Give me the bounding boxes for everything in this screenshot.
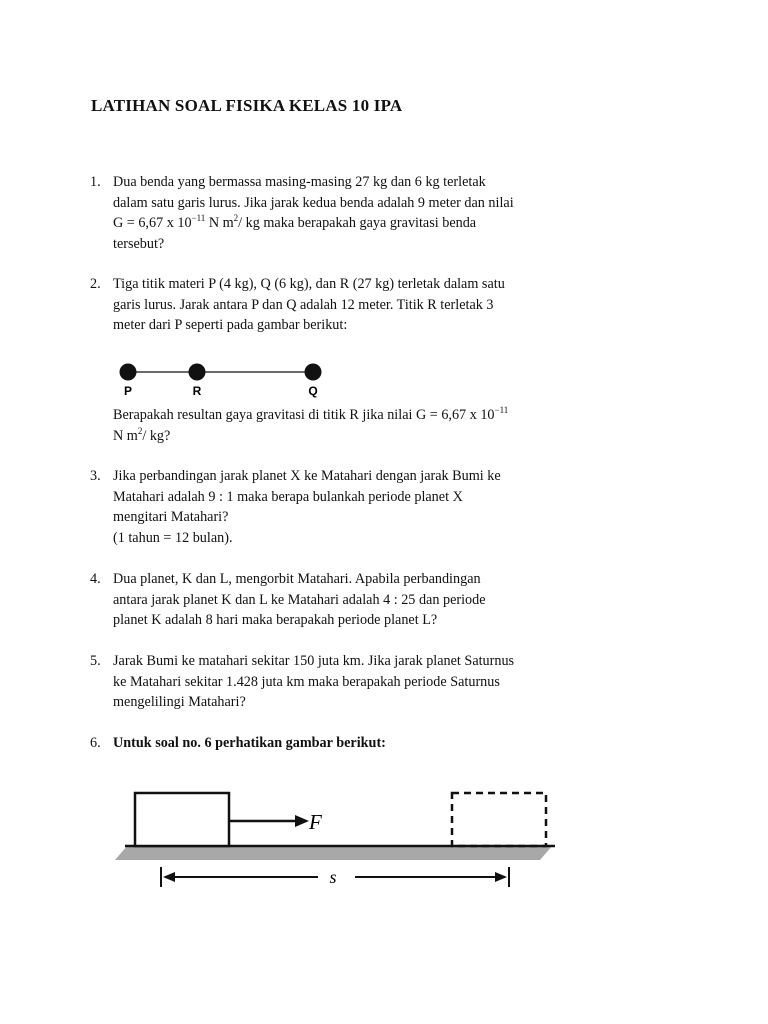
prq-diagram <box>113 358 333 400</box>
question-3 <box>90 466 550 548</box>
question-text-line: Untuk soal no. 6 perhatikan gambar berikut: <box>113 735 386 751</box>
question-2 <box>90 274 550 336</box>
force-displacement-diagram <box>115 786 560 892</box>
question-6 <box>90 733 550 754</box>
question-text-line: Jarak Bumi ke matahari sekitar 150 juta km. Jika jarak planet Saturnus <box>113 653 515 669</box>
block-final <box>452 793 546 846</box>
block-initial <box>135 793 229 846</box>
question-text-line: (1 tahun = 12 bulan). <box>113 529 233 546</box>
question-number: 6. <box>90 735 101 751</box>
question-number: 3. <box>90 468 101 484</box>
force-label: F <box>309 810 322 834</box>
point-p <box>120 364 137 381</box>
force-arrow-head <box>295 815 309 827</box>
label-p: P <box>123 384 133 398</box>
distance-arrow-left-head <box>163 872 175 882</box>
question-5 <box>90 651 550 713</box>
question-text-line: garis lurus. Jarak antara P dan Q adalah 12 meter. Titik R terletak 3 <box>113 296 494 313</box>
distance-arrow-right-head <box>495 872 507 882</box>
question-4 <box>90 569 550 631</box>
page-title: LATIHAN SOAL FISIKA KELAS 10 IPA <box>91 96 403 115</box>
question-number: 4. <box>90 571 101 587</box>
label-r: R <box>192 384 202 398</box>
question-text-line: Matahari adalah 9 : 1 maka berapa bulankah periode planet X <box>113 488 463 505</box>
label-q: Q <box>308 384 318 398</box>
question-text-line: N $m^2/$ kg? <box>113 425 171 444</box>
question-text-line: planet K adalah 8 hari maka berapakah periode planet L? <box>113 612 438 629</box>
question-2-continuation <box>113 405 553 446</box>
question-text-line: dalam satu garis lurus. Jika jarak kedua benda adalah 9 meter dan nilai <box>113 194 514 211</box>
question-text-line: mengelilingi Matahari? <box>113 694 246 711</box>
question-number: 2. <box>90 276 101 292</box>
question-number: 1. <box>90 174 101 190</box>
question-text-line: Tiga titik materi P (4 kg), Q (6 kg), dan R (27 kg) terletak dalam satu <box>113 276 505 292</box>
point-q <box>305 364 322 381</box>
question-text-line: meter dari P seperti pada gambar berikut: <box>113 317 348 334</box>
question-number: 5. <box>90 653 101 669</box>
question-text-line: G = 6,67 x $10^{-11}$ N $m^2/$ kg maka berapakah gaya gravitasi benda <box>113 213 477 232</box>
question-text-line: Jika perbandingan jarak planet X ke Matahari dengan jarak Bumi ke <box>113 468 501 484</box>
question-text-line: tersebut? <box>113 235 165 252</box>
question-1 <box>90 172 550 254</box>
question-text-line: ke Matahari sekitar 1.428 juta km maka berapakah periode Saturnus <box>113 673 500 690</box>
question-text-line: Dua benda yang bermassa masing-masing 27 kg dan 6 kg terletak <box>113 174 486 190</box>
question-text-line: antara jarak planet K dan L ke Matahari adalah 4 : 25 dan periode <box>113 591 486 608</box>
question-text-line: Berapakah resultan gaya gravitasi di titik R jika nilai G = 6,67 x $10^{-11}$ <box>113 405 509 423</box>
question-text-line: mengitari Matahari? <box>113 509 229 526</box>
ground-surface <box>115 846 552 860</box>
point-r <box>189 364 206 381</box>
distance-label: s <box>329 867 337 887</box>
question-text-line: Dua planet, K dan L, mengorbit Matahari. Apabila perbandingan <box>113 571 481 587</box>
